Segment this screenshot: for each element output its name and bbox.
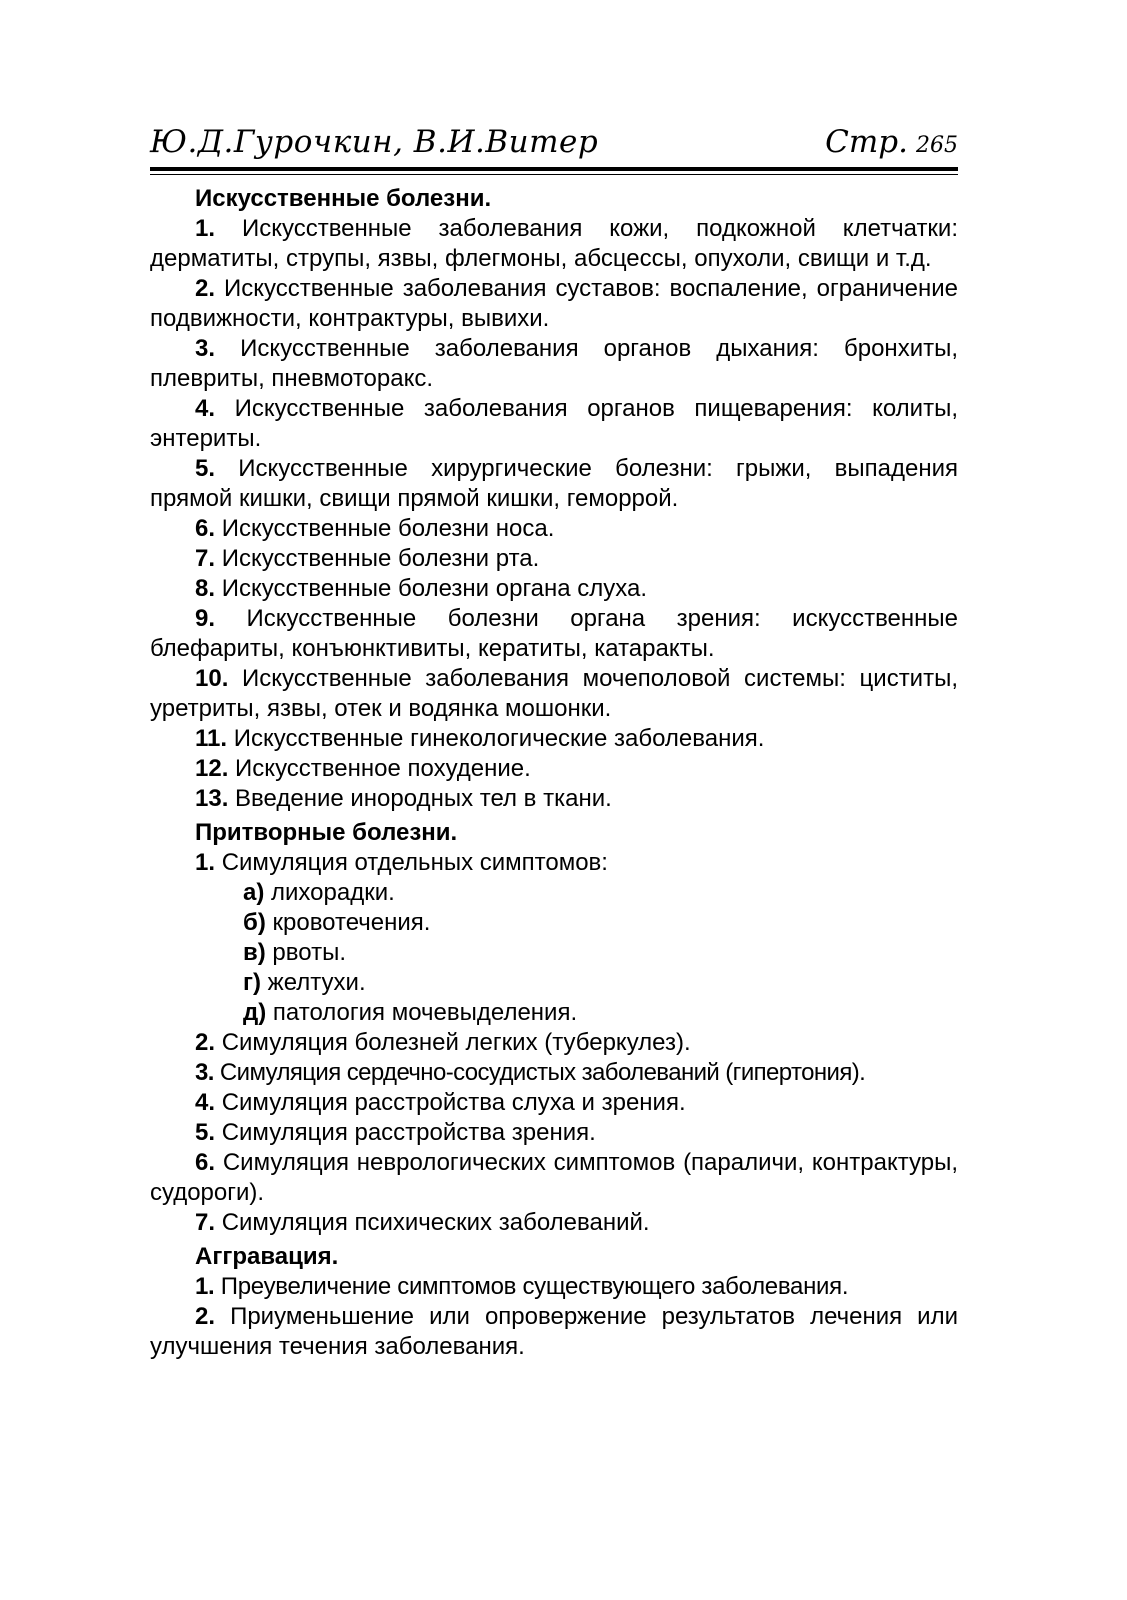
list-item: [150, 1058, 958, 1088]
item-number: 13.: [195, 785, 229, 812]
item-text: Искусственные заболевания органов пищеварения: колиты, энтериты.: [150, 395, 958, 452]
list-item: [150, 544, 958, 574]
sub-list-item: [150, 968, 958, 998]
item-number: 6.: [195, 1149, 216, 1176]
item-number: 6.: [195, 515, 216, 542]
header-page-number: [825, 124, 958, 160]
list-item: [150, 1028, 958, 1058]
item-text: Искусственные заболевания органов дыхания: бронхиты, плевриты, пневмоторакс.: [150, 335, 959, 392]
item-text: кровотечения.: [272, 909, 431, 936]
list-item: [150, 394, 958, 454]
item-letter: а): [243, 879, 265, 906]
list-item: [150, 274, 958, 334]
item-letter: д): [243, 999, 267, 1026]
item-text: Искусственные заболевания кожи, подкожной клетчатки: дерматиты, струпы, язвы, флегмоны, абсцессы, опухоли, свищи и т.д.: [150, 215, 959, 272]
item-text: Преувеличение симптомов существующего заболевания.: [220, 1273, 849, 1300]
list-item: [150, 664, 958, 724]
running-header: [150, 118, 958, 166]
list-item: [150, 1088, 958, 1118]
item-text: Симуляция психических заболеваний.: [221, 1209, 650, 1236]
page-body: [150, 184, 958, 1362]
item-number: 8.: [195, 575, 216, 602]
page-label: Стр.: [825, 124, 908, 160]
list-item: [150, 574, 958, 604]
list-item: [150, 514, 958, 544]
list-item: [150, 1302, 958, 1362]
item-letter: б): [243, 909, 266, 936]
sub-list-item: [150, 998, 958, 1028]
item-number: 4.: [195, 395, 216, 422]
header-rule-thick: [150, 167, 958, 171]
item-number: 7.: [195, 1209, 216, 1236]
item-text: Симуляция расстройства слуха и зрения.: [221, 1089, 686, 1116]
list-item: [150, 1208, 958, 1238]
item-text: желтухи.: [267, 969, 366, 996]
item-text: Искусственные гинекологические заболевания.: [233, 725, 765, 752]
item-text: Симуляция расстройства зрения.: [221, 1119, 596, 1146]
item-text: Симуляция сердечно-сосудистых заболеваний (гипертония).: [219, 1059, 866, 1086]
item-number: 9.: [195, 605, 216, 632]
item-text: Приуменьшение или опровержение результатов лечения или улучшения течения заболевания.: [150, 1303, 958, 1360]
header-rule-thin: [150, 174, 958, 175]
item-text: рвоты.: [272, 939, 346, 966]
item-number: 5.: [195, 1119, 216, 1146]
list-item: [150, 1272, 958, 1302]
sub-list-item: [150, 938, 958, 968]
list-item: [150, 784, 958, 814]
item-text: Искусственные заболевания суставов: воспаление, ограничение подвижности, контрактуры, вывихи.: [150, 275, 958, 332]
list-item: [150, 754, 958, 784]
item-number: 11.: [195, 725, 228, 752]
item-text: Искусственные болезни органа слуха.: [221, 575, 648, 602]
item-number: 2.: [195, 1303, 216, 1330]
item-letter: г): [243, 969, 261, 996]
list-item: [150, 848, 958, 878]
item-number: 1.: [195, 849, 216, 876]
item-number: 4.: [195, 1089, 216, 1116]
item-number: 2.: [195, 275, 216, 302]
list-item: [150, 214, 958, 274]
item-number: 2.: [195, 1029, 216, 1056]
item-text: Искусственное похудение.: [235, 755, 531, 782]
item-text: Введение инородных тел в ткани.: [235, 785, 612, 812]
item-number: 3.: [195, 335, 216, 362]
section-title: Искусственные болезни.: [195, 185, 492, 212]
item-letter: в): [243, 939, 266, 966]
page-number: 265: [916, 133, 958, 158]
sub-list-item: [150, 908, 958, 938]
item-text: Искусственные заболевания мочеполовой системы: циститы, уретриты, язвы, отек и водянка мошонки.: [150, 665, 958, 722]
item-text: Искусственные болезни органа зрения: искусственные блефариты, конъюнктивиты, кератиты, катаракты.: [150, 605, 958, 662]
list-item: [150, 1118, 958, 1148]
list-item: [150, 334, 958, 394]
list-item: [150, 724, 958, 754]
section-title: Аггравация.: [195, 1243, 339, 1270]
item-text: лихорадки.: [271, 879, 395, 906]
section-title: Притворные болезни.: [195, 819, 458, 846]
item-number: 1.: [195, 215, 216, 242]
header-authors: Ю.Д.Гурочкин, В.И.Витер: [150, 124, 599, 160]
item-text: Симуляция болезней легких (туберкулез).: [221, 1029, 691, 1056]
item-number: 1.: [195, 1273, 215, 1300]
item-number: 7.: [195, 545, 216, 572]
item-text: Искусственные болезни носа.: [221, 515, 555, 542]
list-item: [150, 604, 958, 664]
item-text: патология мочевыделения.: [272, 999, 578, 1026]
item-number: 3.: [195, 1059, 214, 1086]
list-item: [150, 1148, 958, 1208]
item-text: Симуляция отдельных симптомов:: [221, 849, 608, 876]
list-item: [150, 454, 958, 514]
sub-list-item: [150, 878, 958, 908]
item-number: 10.: [195, 665, 229, 692]
item-number: 5.: [195, 455, 216, 482]
item-text: Симуляция неврологических симптомов (параличи, контрактуры, судороги).: [150, 1149, 958, 1206]
item-text: Искусственные болезни рта.: [221, 545, 540, 572]
item-text: Искусственные хирургические болезни: грыжи, выпадения прямой кишки, свищи прямой кишки, геморрой.: [150, 455, 958, 512]
item-number: 12.: [195, 755, 229, 782]
